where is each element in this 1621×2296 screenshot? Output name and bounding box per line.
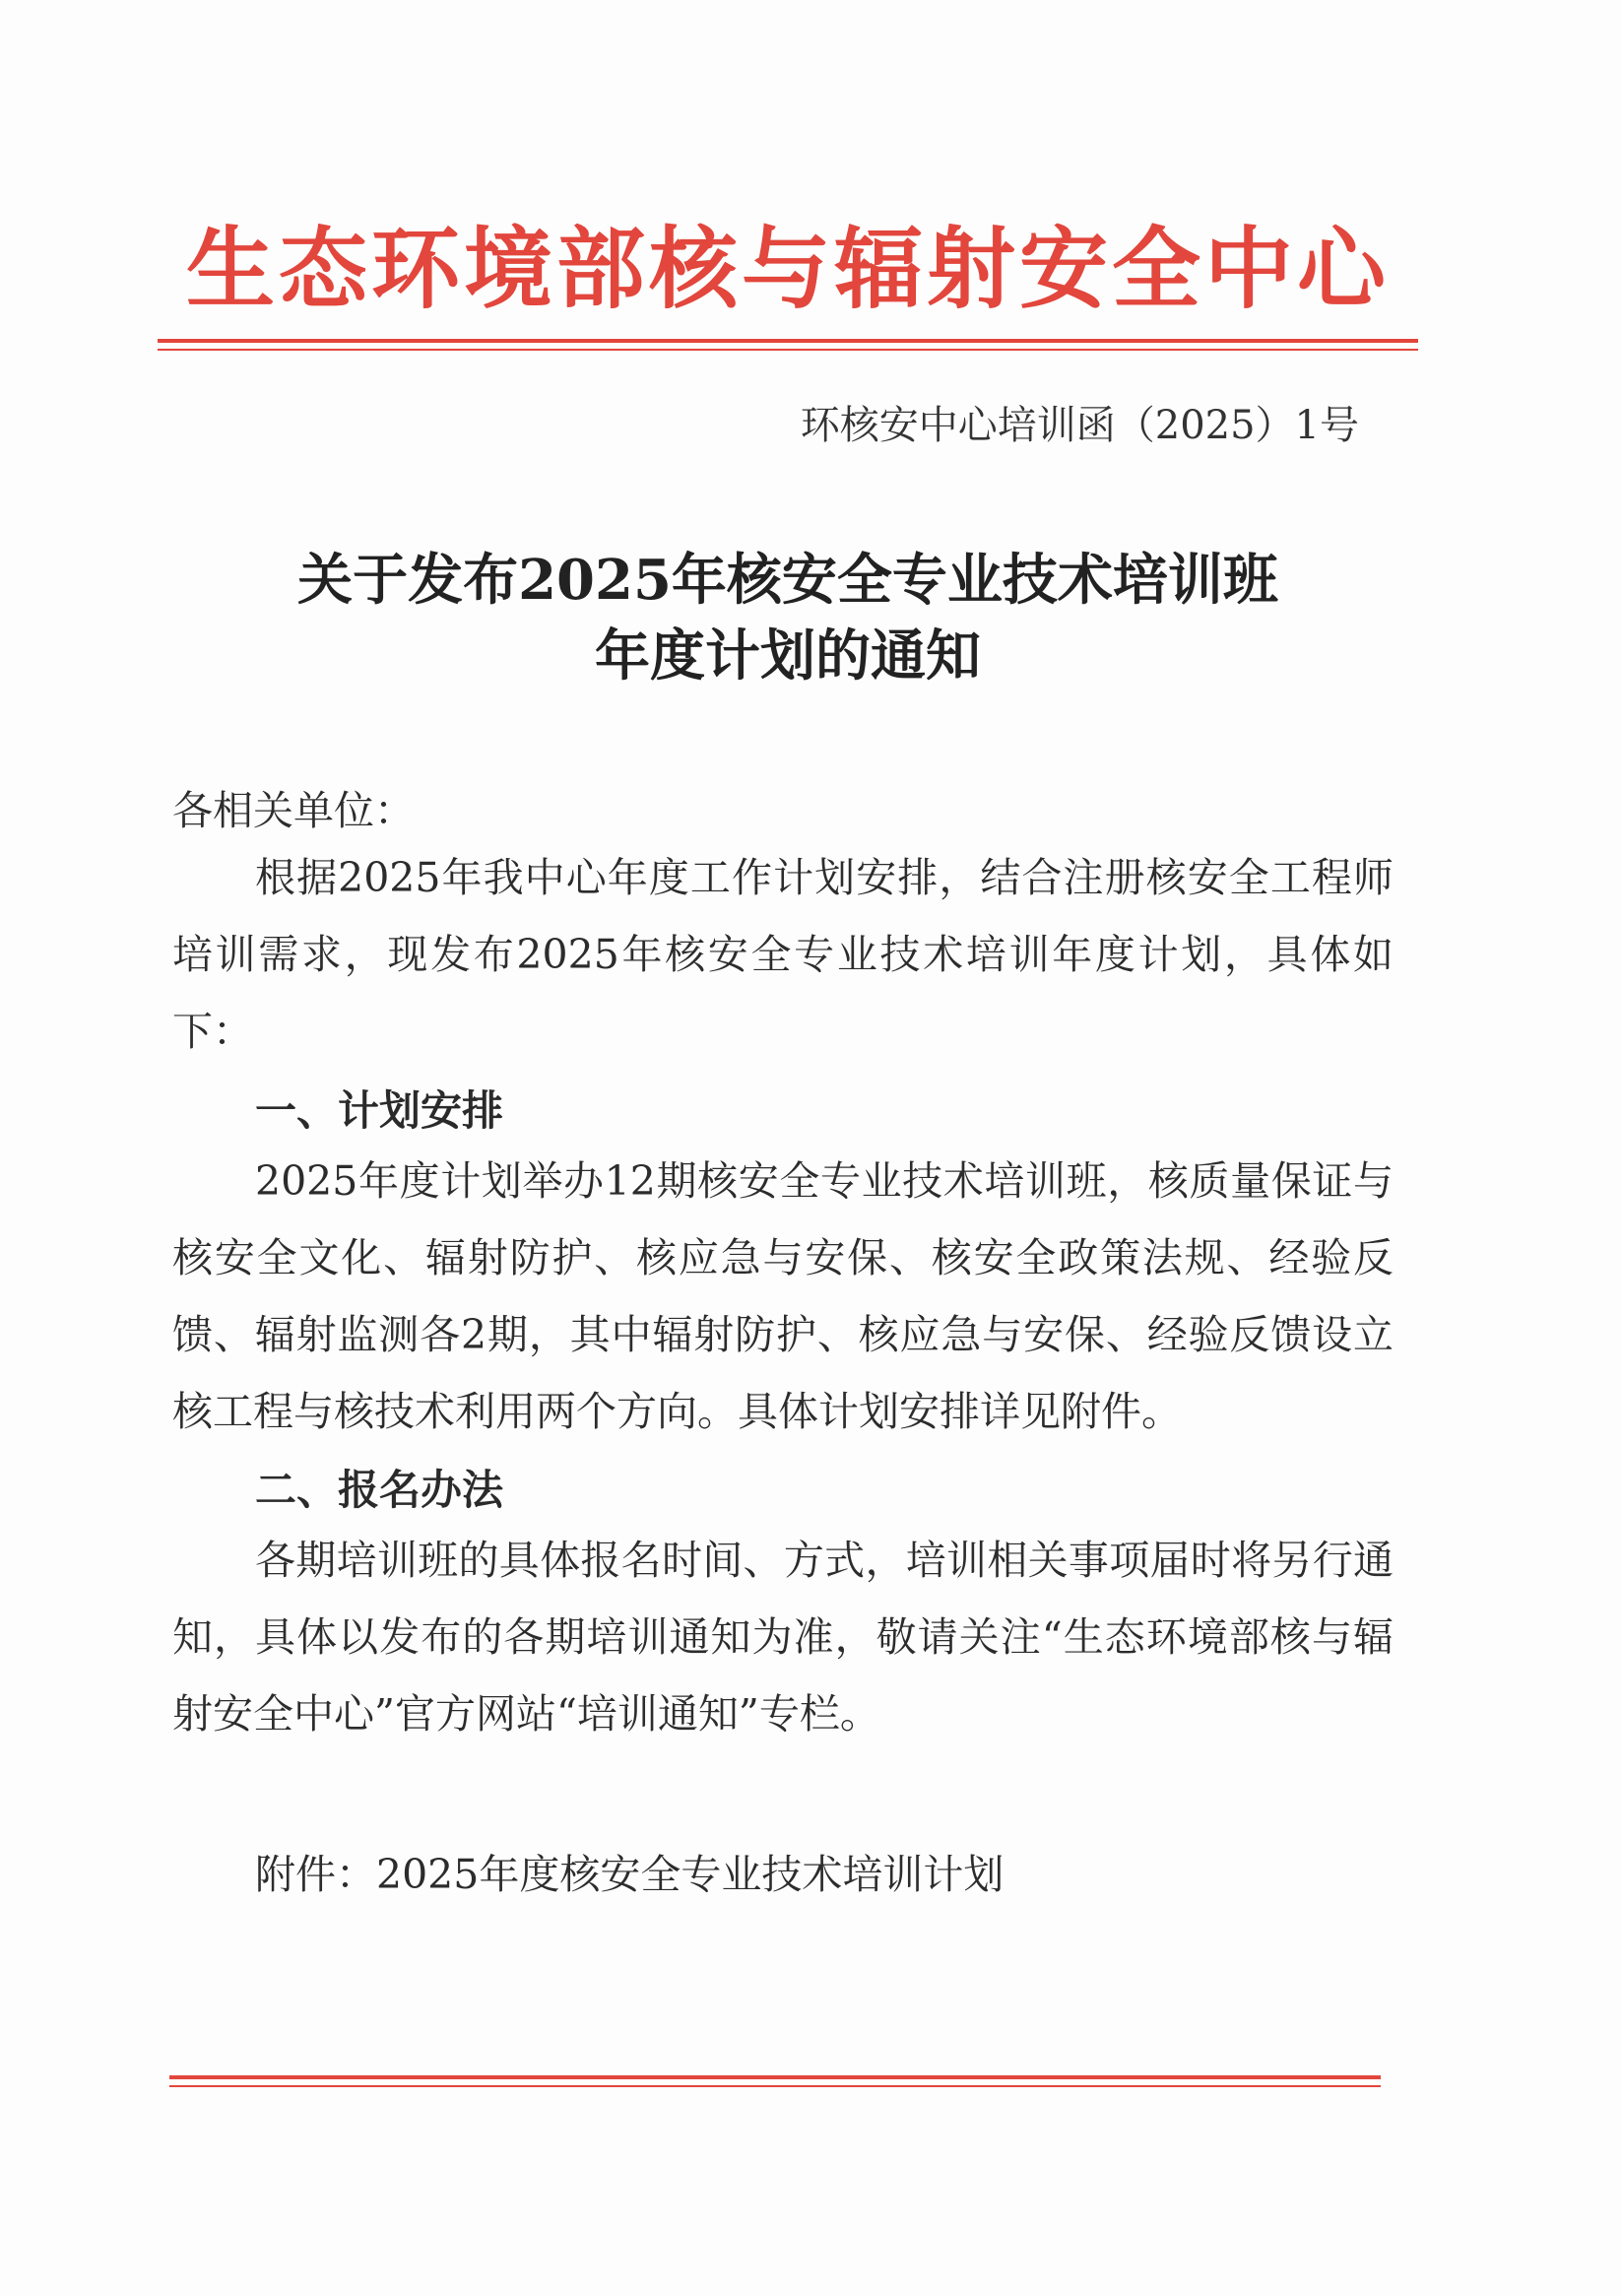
intro-paragraph: 根据2025年我中心年度工作计划安排，结合注册核安全工程师培训需求，现发布2025年核安全专业技术培训年度计划，具体如下： bbox=[172, 854, 1394, 1055]
section-1-heading: 一、计划安排 bbox=[255, 1086, 504, 1135]
section-2-paragraph: 各期培训班的具体报名时间、方式，培训相关事项届时将另行通知，具体以发布的各期培训通知为准，敬请关注“生态环境部核与辐射安全中心”官方网站“培训通知”专栏。 bbox=[172, 1537, 1394, 1738]
section-1-paragraph: 2025年度计划举办12期核安全专业技术培训班，核质量保证与核安全文化、辐射防护、核应急与安保、核安全政策法规、经验反馈、辐射监测各2期，其中辐射防护、核应急与安保、经验反馈设立核工程与核技术利用两个方向。具体计划安排详见附件。 bbox=[172, 1157, 1394, 1435]
salutation: 各相关单位： bbox=[172, 787, 415, 834]
attachment-note: 附件：2025年度核安全专业技术培训计划 bbox=[255, 1851, 1005, 1898]
title-line-2: 年度计划的通知 bbox=[595, 623, 981, 689]
footer-rule-bottom bbox=[169, 2085, 1381, 2087]
footer-rule-top bbox=[169, 2075, 1381, 2079]
organization-letterhead: 生态环境部核与辐射安全中心 bbox=[186, 218, 1390, 321]
section-2-heading: 二、报名办法 bbox=[255, 1466, 504, 1514]
header-rule-bottom bbox=[158, 349, 1418, 351]
document-number: 环核安中心培训函（2025）1号 bbox=[800, 403, 1359, 448]
header-rule-top bbox=[158, 339, 1418, 343]
title-line-1: 关于发布2025年核安全专业技术培训班 bbox=[297, 548, 1278, 613]
